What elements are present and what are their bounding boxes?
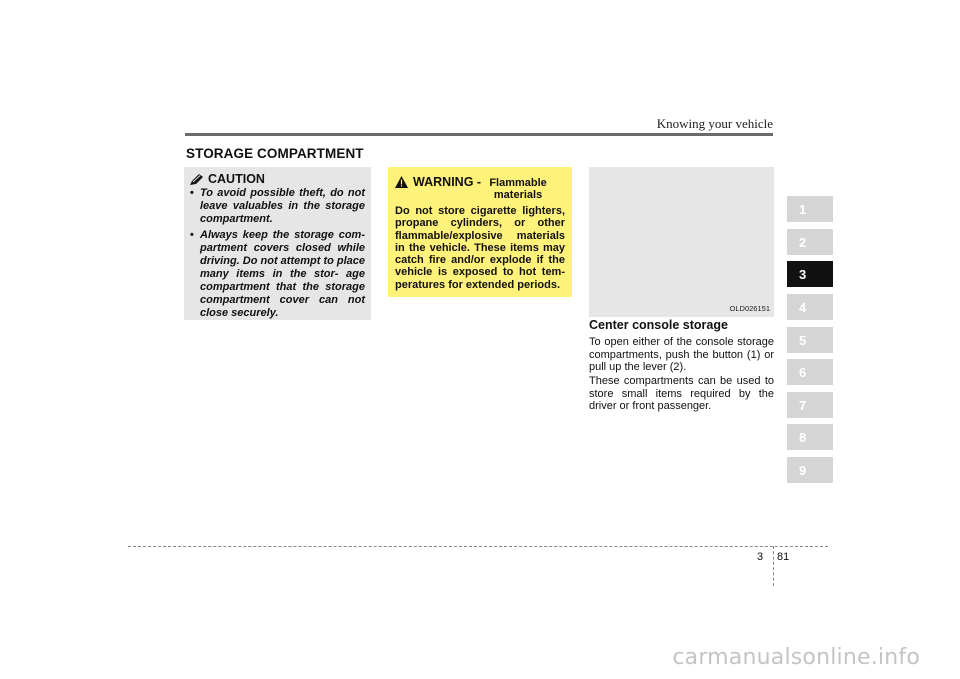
warning-subheading: Flammable materials [489,177,547,201]
caution-item: • To avoid possible theft, do not leave valuables in the storage compartment. [190,187,365,226]
footer-rule [128,546,828,547]
warning-heading [395,175,551,201]
warning-box [388,167,572,297]
caution-box [184,167,371,320]
chapter-tab-9[interactable]: 9 [787,457,833,483]
chapter-tab-5[interactable]: 5 [787,327,833,353]
chapter-tab-7[interactable]: 7 [787,392,833,418]
page-header-title: Knowing your vehicle [656,116,773,131]
chapter-tab-4[interactable]: 4 [787,294,833,320]
header-rule [185,133,773,136]
warning-heading-label: WARNING - [413,175,482,189]
section-title: STORAGE COMPARTMENT [186,146,364,161]
chapter-tab-3[interactable]: 3 [787,261,833,287]
page-chapter-number: 3 [757,551,764,563]
caution-item: • Always keep the storage com- partment covers closed while driving. Do not attempt to place many items in the stor- age compartment that the storage compartment cover can not close securely. [190,229,365,320]
page-number: 81 [777,551,790,563]
chapter-tab-1[interactable]: 1 [787,196,833,222]
chapter-tab-6[interactable]: 6 [787,359,833,385]
chapter-tab-8[interactable]: 8 [787,424,833,450]
watermark: carmanualsonline.info [672,645,920,670]
pencil-icon [190,174,203,185]
warning-triangle-icon [395,176,408,188]
footer-divider [773,546,774,586]
chapter-tab-2[interactable]: 2 [787,229,833,255]
caution-heading [190,172,265,186]
console-storage-image [589,167,774,317]
center-console-paragraph: These compartments can be used to store small items required by the driver or front passenger. [589,375,774,412]
caution-heading-label: CAUTION [208,172,265,186]
warning-body: Do not store cigarette lighters, propane cylinders, or other flammable/explosive materials in the vehicle. These items may catch fire and/or explode if the vehicle is exposed to hot tem- peratures for extended periods. [395,205,565,291]
figure-id: OLD026151 [729,304,770,313]
center-console-heading: Center console storage [589,318,728,332]
caution-list [190,187,365,323]
center-console-paragraph: To open either of the console storage compartments, push the button (1) or pull up the lever (2). [589,336,774,373]
